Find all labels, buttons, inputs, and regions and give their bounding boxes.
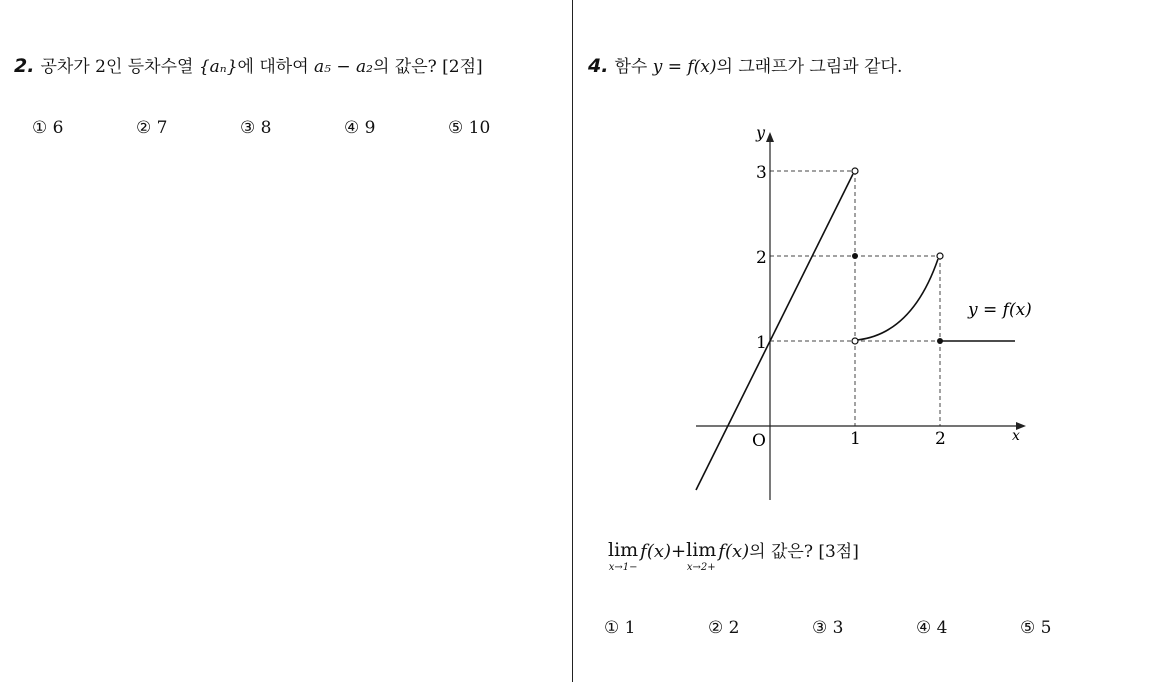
graph-segment-curve: [857, 259, 938, 340]
question-2-sequence: {aₙ}: [198, 57, 238, 77]
question-4-function: y = f(x): [652, 57, 717, 77]
filled-point-2-1: [937, 338, 943, 344]
question-2-number: 2.: [14, 55, 35, 77]
question-2-text-a: 공차가 2인 등차수열: [40, 57, 199, 77]
question-2-text: [14, 54, 483, 79]
question-2-choices: [0, 118, 560, 142]
question-4-text-b: 의 그래프가 그림과 같다.: [716, 57, 903, 77]
graph-segment-linear: [696, 174, 853, 490]
q4-choice-4[interactable]: ④ 4: [916, 618, 948, 638]
lim-1-word: lim: [608, 539, 639, 561]
lim-2-word: lim: [686, 539, 717, 561]
q2-choice-1[interactable]: ① 6: [32, 118, 64, 138]
column-divider: [572, 0, 573, 682]
y-tick-1: 1: [756, 333, 767, 353]
open-point-2-2: [937, 253, 943, 259]
q2-choice-3[interactable]: ③ 8: [240, 118, 272, 138]
question-4-text: [588, 54, 902, 79]
limit-2-term: f(x): [718, 541, 750, 562]
q2-choice-4[interactable]: ④ 9: [344, 118, 376, 138]
y-axis-arrow: [766, 132, 774, 142]
q4-choice-5[interactable]: ⑤ 5: [1020, 618, 1052, 638]
y-tick-2: 2: [756, 248, 767, 268]
open-point-1-3: [852, 168, 858, 174]
y-tick-3: 3: [756, 163, 767, 183]
x-tick-1: 1: [850, 429, 861, 449]
q4-choice-1[interactable]: ① 1: [604, 618, 636, 638]
limit-tail: 의 값은? [3점]: [749, 542, 859, 562]
x-tick-2: 2: [935, 429, 946, 449]
function-graph: [690, 120, 1050, 510]
question-2-text-c: 의 값은? [2점]: [372, 57, 483, 77]
question-4-text-a: 함수: [614, 57, 653, 77]
limit-2: [686, 538, 716, 574]
q2-choice-5[interactable]: ⑤ 10: [448, 118, 491, 138]
open-point-1-1: [852, 338, 858, 344]
origin-label: O: [752, 431, 766, 451]
limit-expression: [608, 538, 859, 574]
q4-choice-2[interactable]: ② 2: [708, 618, 740, 638]
filled-point-1-2: [852, 253, 858, 259]
question-4-choices: [572, 618, 1132, 642]
question-2-text-b: 에 대하여: [237, 57, 315, 77]
question-4-number: 4.: [588, 55, 609, 77]
question-2-expression: a₅ − a₂: [314, 57, 373, 77]
q2-choice-2[interactable]: ② 7: [136, 118, 168, 138]
limit-1: [608, 538, 638, 574]
lim-1-subscript: x→1−: [608, 562, 638, 573]
curve-label: y = f(x): [968, 300, 1032, 320]
lim-2-subscript: x→2+: [686, 562, 716, 573]
y-axis-label: y: [756, 123, 766, 142]
x-axis-label: x: [1012, 428, 1020, 444]
q4-choice-3[interactable]: ③ 3: [812, 618, 844, 638]
limit-1-term: f(x)+: [640, 541, 687, 562]
